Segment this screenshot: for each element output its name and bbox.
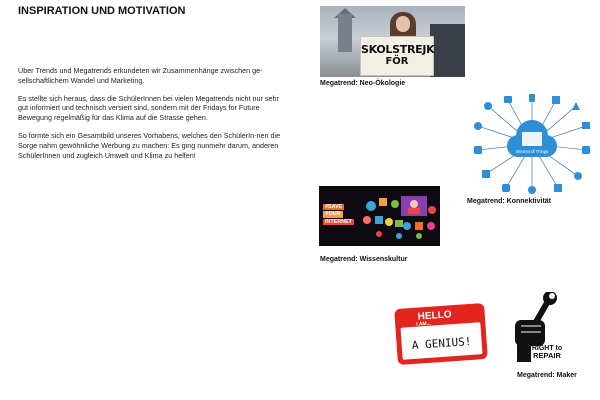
genius-sticker	[393, 303, 489, 365]
paragraph-2: Es stellte sich heraus, dass die SchülerInnen bei vielen Megatrends nicht nur sehr gut informiert und technisch versiert sind, sondern mit der Fridays for Future Bewegung regelmäßig für das Klima auf die Strasse gehen.	[18, 93, 279, 123]
logo-line-2: REPAIR	[533, 351, 561, 360]
sign-line-2: FÖR	[385, 56, 409, 67]
right-to-repair-logo	[505, 292, 573, 370]
body-text	[18, 66, 286, 168]
iot-diagram	[474, 94, 590, 194]
protest-sign	[360, 36, 434, 76]
tag-line-3: INTERNET	[325, 218, 352, 225]
sticker-genius: A GENIUS!	[411, 334, 472, 353]
wissenskultur-image	[319, 186, 440, 246]
caption-wissenskultur: Megatrend: Wissenskultur	[320, 256, 408, 263]
caption-neo-oekologie: Megatrend: Neo-Ökologie	[320, 80, 406, 87]
tag-line-1: #SAVE	[325, 204, 343, 210]
logo-line-1: RIGHT to	[531, 345, 563, 352]
tower	[338, 14, 352, 52]
bystander	[430, 24, 465, 77]
page-title: INSPIRATION UND MOTIVATION	[18, 5, 186, 17]
paragraph-1: Über Trends und Megatrends erkundeten wir Zusammenhänge zwischen ge-sellschaftlichem Wandel und Marketing.	[18, 66, 263, 85]
save-internet-tag	[323, 204, 354, 226]
caption-konnektivitaet: Megatrend: Konnektivität	[467, 198, 552, 205]
activist-face	[396, 16, 410, 32]
tag-line-2: YOUR	[325, 211, 341, 218]
caption-maker: Megatrend: Maker	[517, 372, 577, 379]
sticker-hello: HELLO	[417, 309, 452, 323]
sign-line-1: SKOLSTREJK	[361, 43, 435, 56]
cloud-label: Internet of Things	[515, 149, 549, 154]
neo-oekologie-photo	[320, 6, 465, 77]
sticker-iam: I AM...	[416, 320, 432, 328]
paragraph-3: So formte sich ein Gesamtbild unseres Vorhabens, welches den SchülerIn-nen die Sorge nahm gewöhnliche Werbung zu machen: Es ging nunmehr darum, anderen SchülerInnen und zugleich Umwelt und Klima zu helfen!	[18, 130, 281, 160]
